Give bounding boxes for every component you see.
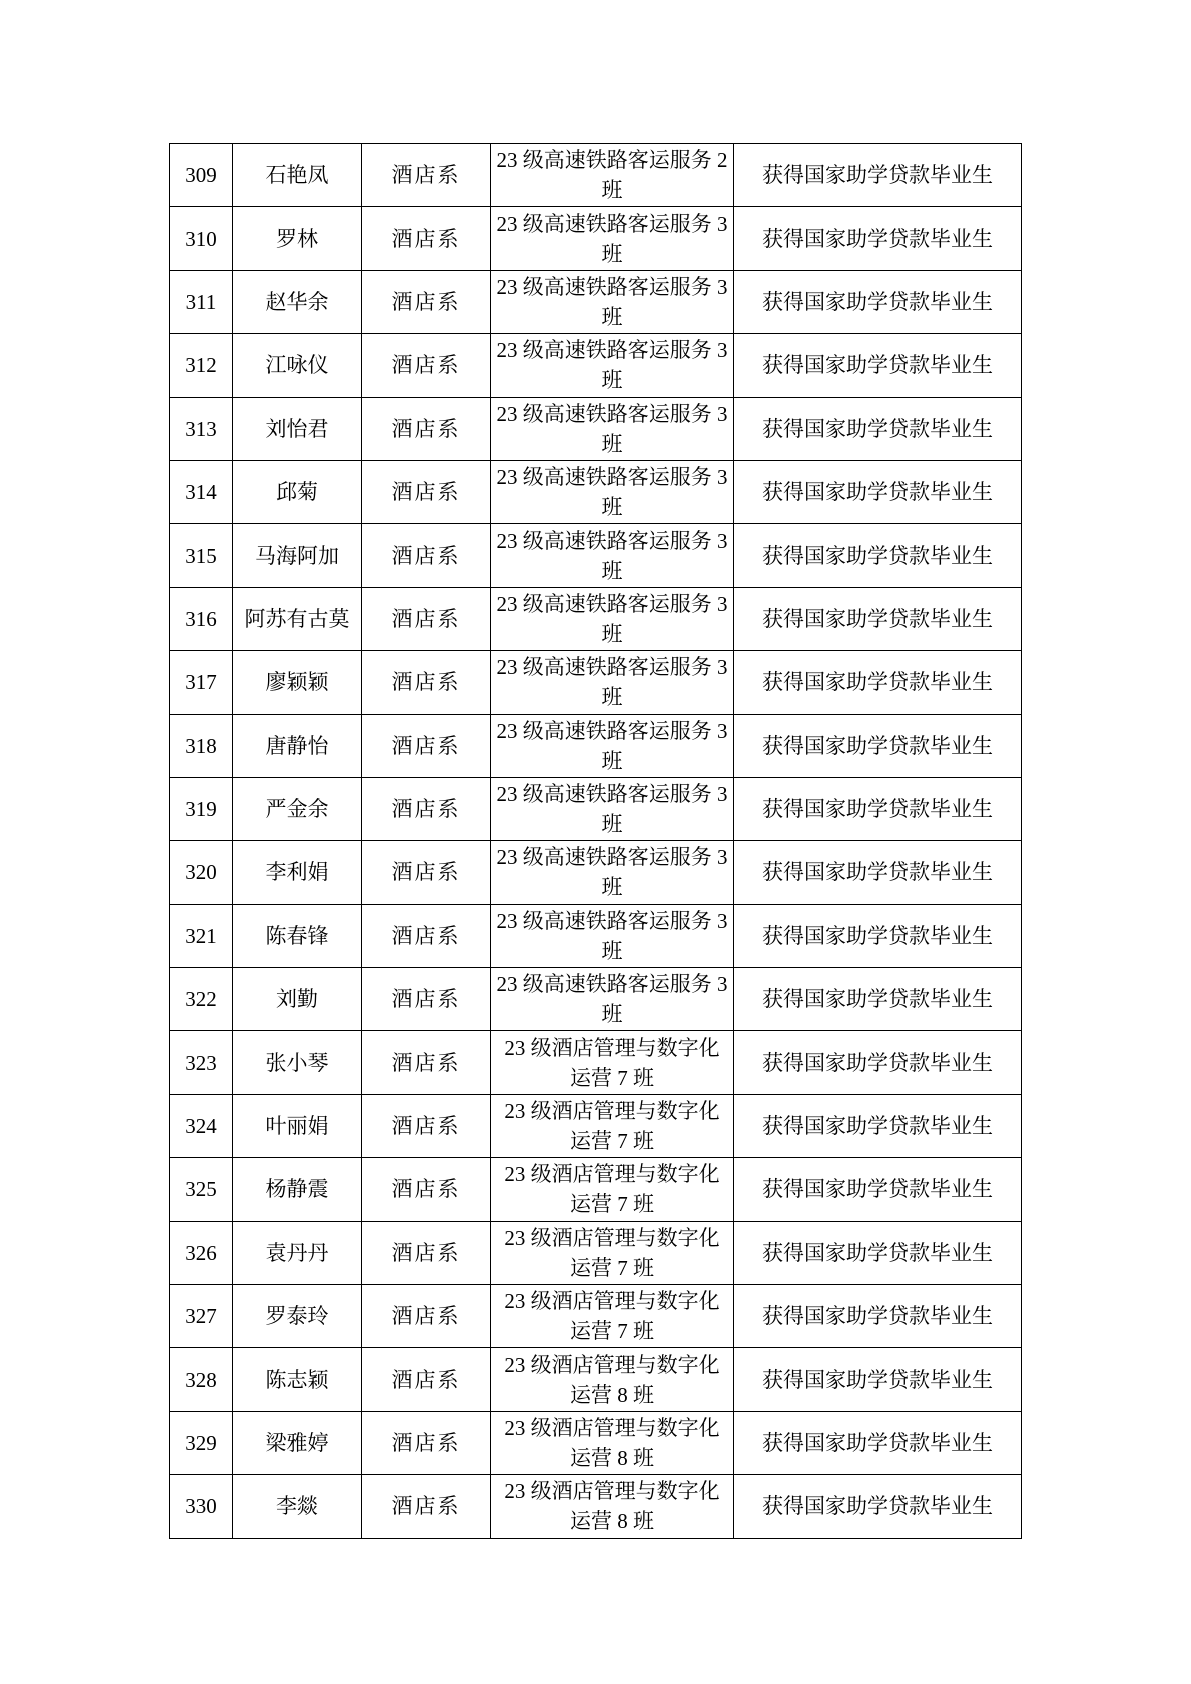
table-body [170,144,1022,1539]
cell-serial-number: 315 [170,524,233,587]
class-name-line-1: 23 级高速铁路客运服务 3 [496,655,728,680]
cell-loan-status: 获得国家助学贷款毕业生 [734,460,1022,523]
table-row [170,651,1022,714]
class-name-line-2: 运营 7 班 [570,1065,654,1090]
class-name-line-2: 班 [601,812,623,837]
cell-department: 酒店系 [362,397,491,460]
cell-class [491,904,734,967]
cell-serial-number: 329 [170,1411,233,1474]
cell-loan-status: 获得国家助学贷款毕业生 [734,144,1022,207]
cell-serial-number: 325 [170,1158,233,1221]
class-name-line-2: 班 [601,431,623,456]
cell-student-name: 袁丹丹 [233,1221,362,1284]
class-name-line-2: 运营 7 班 [570,1319,654,1344]
cell-loan-status: 获得国家助学贷款毕业生 [734,1475,1022,1538]
table-row [170,460,1022,523]
class-name-line-2: 班 [601,178,623,203]
class-name-line-1: 23 级酒店管理与数字化 [504,1289,720,1314]
table-row [170,841,1022,904]
table-row [170,1348,1022,1411]
cell-loan-status: 获得国家助学贷款毕业生 [734,334,1022,397]
cell-loan-status: 获得国家助学贷款毕业生 [734,904,1022,967]
cell-serial-number: 323 [170,1031,233,1094]
cell-class [491,777,734,840]
cell-loan-status: 获得国家助学贷款毕业生 [734,1285,1022,1348]
cell-loan-status: 获得国家助学贷款毕业生 [734,207,1022,270]
cell-serial-number: 313 [170,397,233,460]
class-name-line-2: 运营 7 班 [570,1255,654,1280]
cell-serial-number: 311 [170,270,233,333]
class-name-line-1: 23 级高速铁路客运服务 3 [496,211,728,236]
cell-serial-number: 314 [170,460,233,523]
class-name-line-2: 班 [601,621,623,646]
class-name-line-2: 运营 7 班 [570,1129,654,1154]
cell-department: 酒店系 [362,334,491,397]
table-row [170,1285,1022,1348]
table-row [170,144,1022,207]
cell-class [491,1158,734,1221]
cell-department: 酒店系 [362,1221,491,1284]
class-name-line-2: 班 [601,368,623,393]
class-name-line-1: 23 级酒店管理与数字化 [504,1099,720,1124]
class-name-line-2: 班 [601,685,623,710]
cell-student-name: 叶丽娟 [233,1094,362,1157]
cell-serial-number: 330 [170,1475,233,1538]
cell-student-name: 罗林 [233,207,362,270]
cell-serial-number: 328 [170,1348,233,1411]
table-row [170,270,1022,333]
class-name-line-1: 23 级酒店管理与数字化 [504,1035,720,1060]
cell-department: 酒店系 [362,1094,491,1157]
class-name-line-1: 23 级高速铁路客运服务 3 [496,591,728,616]
cell-class [491,714,734,777]
table-row [170,1475,1022,1538]
cell-class [491,1475,734,1538]
cell-loan-status: 获得国家助学贷款毕业生 [734,1094,1022,1157]
cell-serial-number: 319 [170,777,233,840]
cell-loan-status: 获得国家助学贷款毕业生 [734,1348,1022,1411]
cell-serial-number: 320 [170,841,233,904]
class-name-line-1: 23 级酒店管理与数字化 [504,1225,720,1250]
table-row [170,1031,1022,1094]
class-name-line-1: 23 级高速铁路客运服务 3 [496,908,728,933]
class-name-line-2: 班 [601,938,623,963]
cell-department: 酒店系 [362,777,491,840]
cell-student-name: 梁雅婷 [233,1411,362,1474]
cell-loan-status: 获得国家助学贷款毕业生 [734,714,1022,777]
cell-student-name: 李燚 [233,1475,362,1538]
cell-student-name: 赵华余 [233,270,362,333]
cell-student-name: 刘怡君 [233,397,362,460]
table-row [170,587,1022,650]
cell-department: 酒店系 [362,524,491,587]
table-row [170,777,1022,840]
table-row [170,904,1022,967]
cell-loan-status: 获得国家助学贷款毕业生 [734,651,1022,714]
cell-serial-number: 312 [170,334,233,397]
cell-serial-number: 324 [170,1094,233,1157]
cell-loan-status: 获得国家助学贷款毕业生 [734,587,1022,650]
cell-serial-number: 326 [170,1221,233,1284]
cell-loan-status: 获得国家助学贷款毕业生 [734,524,1022,587]
cell-department: 酒店系 [362,714,491,777]
cell-class [491,1031,734,1094]
cell-serial-number: 322 [170,968,233,1031]
class-name-line-1: 23 级高速铁路客运服务 2 [496,148,728,173]
cell-department: 酒店系 [362,651,491,714]
cell-department: 酒店系 [362,207,491,270]
cell-student-name: 江咏仪 [233,334,362,397]
table-row [170,1094,1022,1157]
cell-department: 酒店系 [362,1411,491,1474]
cell-class [491,144,734,207]
cell-student-name: 阿苏有古莫 [233,587,362,650]
table-row [170,968,1022,1031]
cell-department: 酒店系 [362,1475,491,1538]
cell-student-name: 唐静怡 [233,714,362,777]
class-name-line-1: 23 级高速铁路客运服务 3 [496,528,728,553]
cell-serial-number: 317 [170,651,233,714]
cell-class [491,1221,734,1284]
class-name-line-2: 运营 7 班 [570,1192,654,1217]
cell-student-name: 邱菊 [233,460,362,523]
cell-serial-number: 327 [170,1285,233,1348]
table-row [170,524,1022,587]
cell-department: 酒店系 [362,904,491,967]
class-name-line-1: 23 级高速铁路客运服务 3 [496,972,728,997]
cell-loan-status: 获得国家助学贷款毕业生 [734,1411,1022,1474]
class-name-line-2: 班 [601,304,623,329]
table-row [170,397,1022,460]
cell-serial-number: 316 [170,587,233,650]
class-name-line-1: 23 级酒店管理与数字化 [504,1162,720,1187]
table-row [170,1221,1022,1284]
cell-class [491,841,734,904]
cell-department: 酒店系 [362,1348,491,1411]
class-name-line-1: 23 级酒店管理与数字化 [504,1352,720,1377]
class-name-line-2: 班 [601,875,623,900]
cell-class [491,1285,734,1348]
class-name-line-1: 23 级高速铁路客运服务 3 [496,845,728,870]
cell-loan-status: 获得国家助学贷款毕业生 [734,397,1022,460]
cell-student-name: 马海阿加 [233,524,362,587]
class-name-line-1: 23 级高速铁路客运服务 3 [496,718,728,743]
table-row [170,207,1022,270]
cell-class [491,397,734,460]
cell-student-name: 刘勤 [233,968,362,1031]
cell-student-name: 李利娟 [233,841,362,904]
cell-department: 酒店系 [362,968,491,1031]
cell-loan-status: 获得国家助学贷款毕业生 [734,841,1022,904]
class-name-line-2: 运营 8 班 [570,1446,654,1470]
cell-department: 酒店系 [362,587,491,650]
cell-department: 酒店系 [362,1031,491,1094]
table-row [170,1411,1022,1474]
class-name-line-2: 运营 8 班 [570,1509,654,1534]
cell-class [491,587,734,650]
cell-loan-status: 获得国家助学贷款毕业生 [734,1031,1022,1094]
cell-class [491,524,734,587]
cell-loan-status: 获得国家助学贷款毕业生 [734,777,1022,840]
class-name-line-2: 班 [601,1002,623,1027]
table-row [170,334,1022,397]
cell-class [491,968,734,1031]
cell-class [491,207,734,270]
class-name-line-1: 23 级高速铁路客运服务 3 [496,401,728,426]
cell-serial-number: 309 [170,144,233,207]
cell-student-name: 陈志颖 [233,1348,362,1411]
class-name-line-1: 23 级酒店管理与数字化 [504,1479,720,1504]
cell-loan-status: 获得国家助学贷款毕业生 [734,1221,1022,1284]
cell-serial-number: 318 [170,714,233,777]
cell-department: 酒店系 [362,1158,491,1221]
cell-serial-number: 310 [170,207,233,270]
cell-class [491,1348,734,1411]
class-name-line-2: 班 [601,241,623,266]
class-name-line-2: 班 [601,748,623,773]
cell-student-name: 罗泰玲 [233,1285,362,1348]
cell-department: 酒店系 [362,841,491,904]
table-row [170,714,1022,777]
cell-loan-status: 获得国家助学贷款毕业生 [734,270,1022,333]
cell-student-name: 杨静震 [233,1158,362,1221]
class-name-line-1: 23 级高速铁路客运服务 3 [496,338,728,363]
cell-student-name: 陈春锋 [233,904,362,967]
cell-student-name: 廖颖颖 [233,651,362,714]
class-name-line-1: 23 级高速铁路客运服务 3 [496,782,728,807]
cell-serial-number: 321 [170,904,233,967]
cell-student-name: 张小琴 [233,1031,362,1094]
class-name-line-2: 班 [601,495,623,520]
class-name-line-2: 班 [601,558,623,583]
class-name-line-1: 23 级高速铁路客运服务 3 [496,465,728,490]
table-row [170,1158,1022,1221]
cell-class [491,270,734,333]
class-name-line-1: 23 级酒店管理与数字化 [504,1416,720,1440]
cell-student-name: 石艳凤 [233,144,362,207]
cell-department: 酒店系 [362,1285,491,1348]
cell-class [491,651,734,714]
cell-loan-status: 获得国家助学贷款毕业生 [734,968,1022,1031]
cell-department: 酒店系 [362,460,491,523]
cell-loan-status: 获得国家助学贷款毕业生 [734,1158,1022,1221]
class-name-line-1: 23 级高速铁路客运服务 3 [496,274,728,299]
class-name-line-2: 运营 8 班 [570,1382,654,1407]
cell-class [491,1411,734,1474]
cell-department: 酒店系 [362,270,491,333]
cell-student-name: 严金余 [233,777,362,840]
cell-class [491,1094,734,1157]
cell-class [491,460,734,523]
cell-class [491,334,734,397]
student-loan-roster-table [169,143,1022,1539]
cell-department: 酒店系 [362,144,491,207]
